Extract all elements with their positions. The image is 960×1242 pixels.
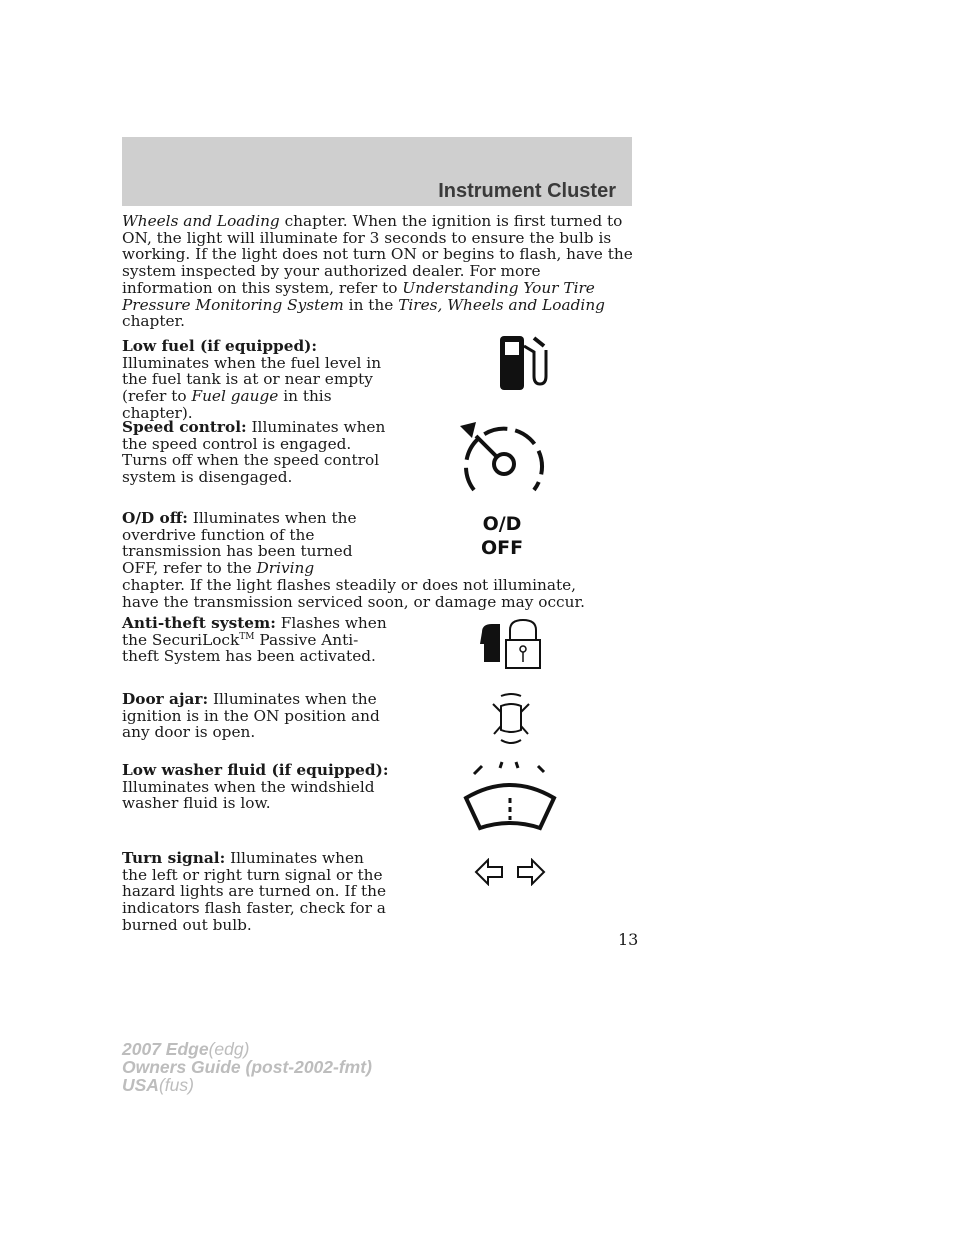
speedometer-icon	[458, 420, 550, 496]
intro-text-1: chapter. When the ignition is first turned to ON, the light will illuminate for 3 seconds to ensure the bulb is working. If the light does not turn ON or begins to flash, have the system inspected by your authorized dealer. For more information on this system, refer to	[122, 212, 633, 297]
section-title: Instrument Cluster	[438, 180, 616, 202]
car-lock-icon	[478, 618, 542, 670]
term-speed-control: Speed control:	[122, 418, 247, 436]
entry-speed-control: Speed control: Illuminates when the speed control is engaged. Turns off when the speed control system is disengaged.	[122, 418, 386, 487]
entry-turn-signal: Turn signal: Illuminates when the left or right turn signal or the hazard lights are turned on. If the indicators flash faster, check for a burned out bulb.	[122, 849, 387, 934]
entry-door-ajar: Door ajar: Illuminates when the ignition is in the ON position and any door is open.	[122, 690, 380, 742]
term-anti-theft: Anti-theft system:	[122, 614, 276, 632]
term-turn-signal: Turn signal:	[122, 849, 226, 867]
footer: 2007 Edge(edg) Owners Guide (post-2002-fmt) USA(fus)	[122, 1039, 372, 1095]
term-low-fuel: Low fuel (if equipped):	[122, 337, 318, 355]
term-od-off: O/D off:	[122, 509, 188, 527]
page-number: 13	[618, 930, 639, 949]
od-off-icon: O/D OFF	[480, 513, 524, 559]
term-low-washer: Low washer fluid (if equipped):	[122, 761, 389, 779]
intro-text-2: in the	[343, 295, 399, 314]
intro-paragraph	[122, 213, 634, 330]
header-band	[122, 137, 632, 206]
entry-od-off-continued: chapter. If the light flashes steadily or does not illuminate, have the transmission serviced soon, or damage may occur.	[122, 576, 585, 611]
turn-signal-arrows-icon	[474, 858, 546, 886]
intro-ref-chapter: Tires, Wheels and Loading	[398, 295, 605, 314]
fuel-pump-icon	[490, 334, 554, 394]
intro-ref-start: Wheels and Loading	[122, 212, 280, 230]
door-ajar-icon	[490, 690, 532, 748]
washer-fluid-icon	[462, 758, 558, 834]
entry-low-fuel: Low fuel (if equipped): Illuminates when the fuel level in the fuel tank is at or near empty (refer to Fuel gauge in this chapter).	[122, 337, 382, 422]
entry-anti-theft: Anti-theft system: Flashes when the SecuriLock™ Passive Anti-theft System has been activated.	[122, 614, 387, 666]
entry-od-off: O/D off: Illuminates when the overdrive function of the transmission has been turned OFF, refer to the Driving	[122, 509, 357, 578]
intro-ref-system: Understanding Your Tire Pressure Monitoring System	[122, 278, 595, 314]
term-door-ajar: Door ajar:	[122, 690, 209, 708]
entry-low-washer: Low washer fluid (if equipped): Illuminates when the windshield washer fluid is low.	[122, 761, 389, 813]
intro-text-3: chapter.	[122, 312, 186, 331]
